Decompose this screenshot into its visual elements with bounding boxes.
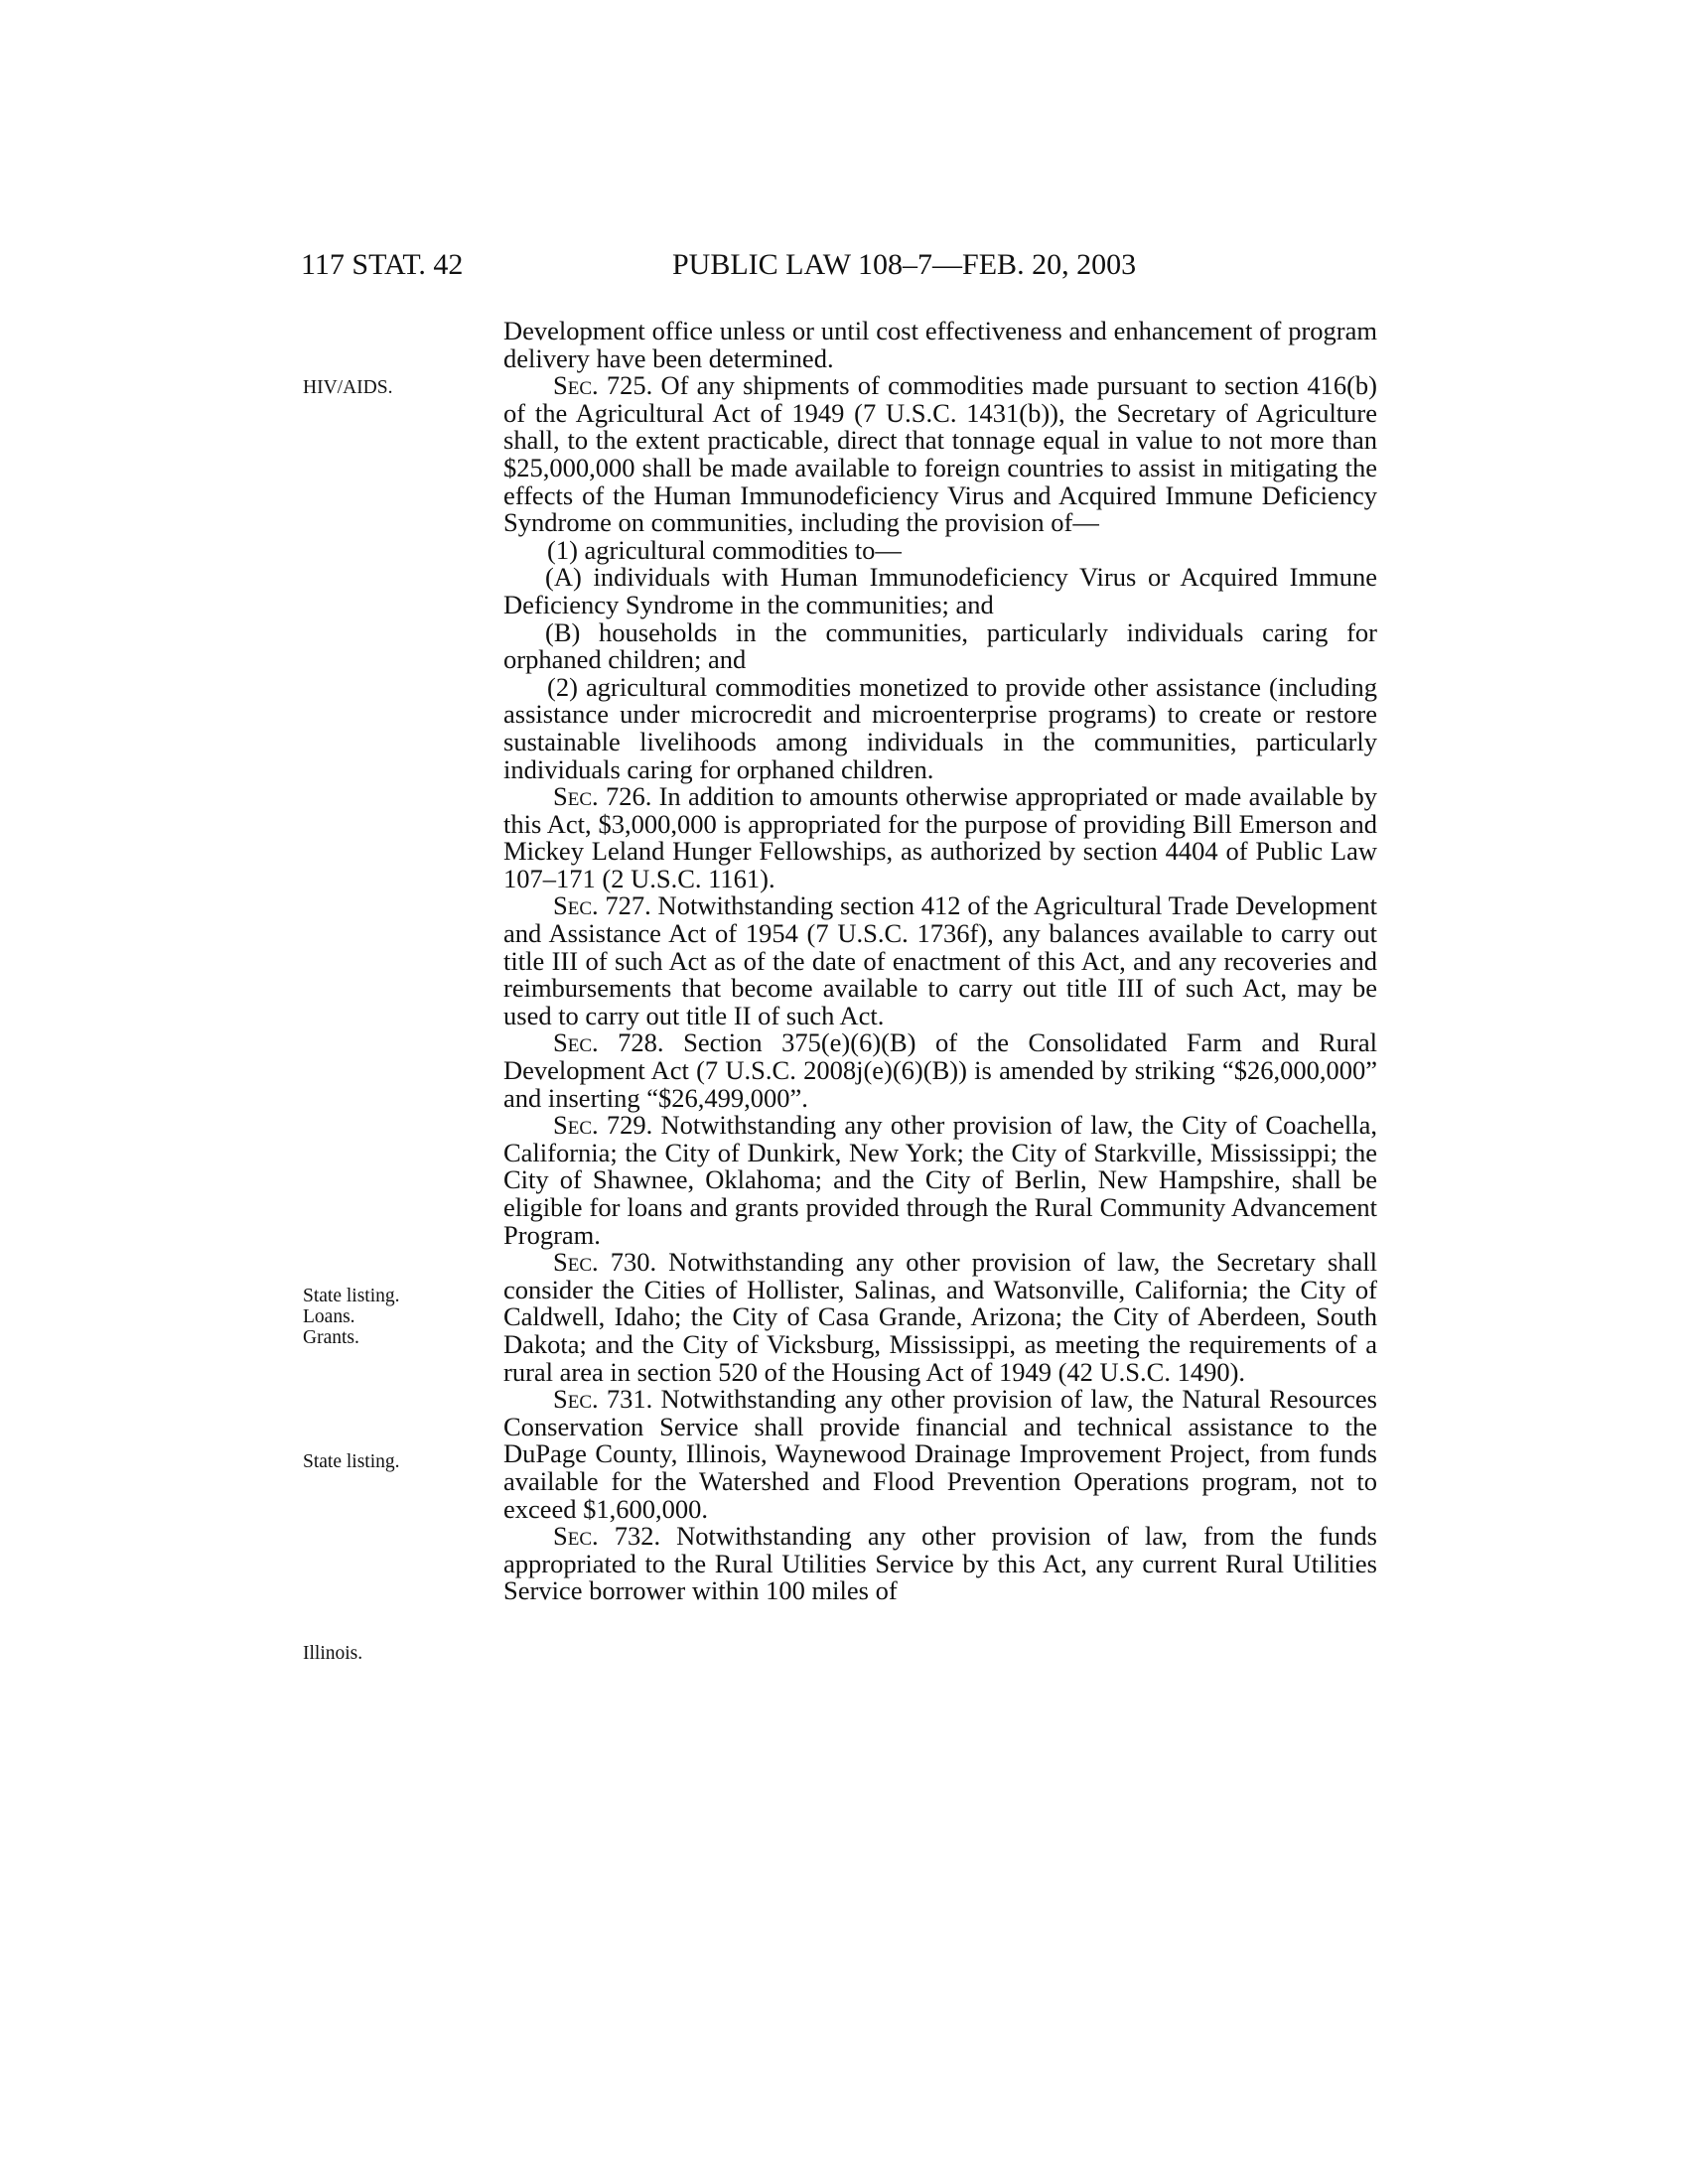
running-head-title: PUBLIC LAW 108–7—FEB. 20, 2003 (672, 248, 1137, 281)
section-text: 726. In addition to amounts otherwise appropriated or made available by this Act, $3,000,000 is appropriated for the purpose of providing Bill Emerson and Mickey Leland Hunger Fellowships, as authorized by section 4404 of Public Law 107–171 (2 U.S.C. 1161). (503, 781, 1377, 893)
section-730 (503, 1249, 1377, 1386)
section-label: Sec. (553, 1027, 599, 1058)
section-label: Sec. (553, 370, 599, 401)
section-731 (503, 1386, 1377, 1523)
paragraph-continuation: Development office unless or until cost effectiveness and enhancement of program delivery have been determined. (503, 316, 1377, 373)
section-727 (503, 892, 1377, 1029)
section-text: 729. Notwithstanding any other provision of law, the City of Coachella, California; the City of Dunkirk, New York; the City of Starkville, Mississippi; the City of Shawnee, Oklahoma; and the City of Berlin, New Hampshire, shall be eligible for loans and grants provided through the Rural Community Advancement Program. (503, 1110, 1377, 1250)
margin-note-illinois: Illinois. (303, 1643, 363, 1664)
main-text-column (503, 318, 1377, 1605)
section-728 (503, 1029, 1377, 1112)
section-text: 727. Notwithstanding section 412 of the Agricultural Trade Development and Assistance Act of 1954 (7 U.S.C. 1736f), any balances available to carry out title III of such Act as of the date of enactment of this Act, and any recoveries and reimbursements that become available to carry out title III of such Act, may be used to carry out title II of such Act. (503, 890, 1377, 1030)
section-label: Sec. (553, 1521, 599, 1552)
section-label: Sec. (553, 1110, 599, 1141)
subclause-b: (B) households in the communities, particularly individuals caring for orphaned children; and (503, 616, 1377, 675)
page-stat-number: 117 STAT. 42 (301, 248, 464, 281)
margin-note-state-listing: State listing. (303, 1451, 400, 1472)
subclause-a: (A) individuals with Human Immunodeficiency Virus or Acquired Immune Deficiency Syndrome in the communities; and (503, 562, 1377, 619)
section-label: Sec. (553, 781, 599, 812)
section-text: 725. Of any shipments of commodities made pursuant to section 416(b) of the Agricultural Act of 1949 (7 U.S.C. 1431(b)), the Secretary of Agriculture shall, to the extent practicable, direct that tonnage equal in value to not more than $25,000,000 shall be made available to foreign countries to assist in mitigating the effects of the Human Immunodeficiency Virus and Acquired Immune Deficiency Syndrome on communities, including the provision of— (503, 370, 1377, 538)
clause-1: (1) agricultural commodities to— (547, 534, 902, 565)
section-label: Sec. (553, 1384, 599, 1415)
margin-note-state-listing-loans-grants: State listing. Loans. Grants. (303, 1286, 400, 1348)
section-label: Sec. (553, 890, 599, 921)
section-text: 728. Section 375(e)(6)(B) of the Consolidated Farm and Rural Development Act (7 U.S.C. 2008j(e)(6)(B)) is amended by striking “$26,000,000” and inserting “$26,499,000”. (503, 1027, 1377, 1113)
section-label: Sec. (553, 1247, 599, 1278)
section-text: 731. Notwithstanding any other provision of law, the Natural Resources Conservation Service shall provide financial and technical assistance to the DuPage County, Illinois, Waynewood Drainage Improvement Project, from funds available for the Watershed and Flood Prevention Operations program, not to exceed $1,600,000. (503, 1384, 1377, 1524)
section-732 (503, 1523, 1377, 1605)
clause-2: (2) agricultural commodities monetized to provide other assistance (including assistance under microcredit and microenterprise programs) to create or restore sustainable livelihoods among individuals in the communities, particularly individuals caring for orphaned children. (503, 671, 1377, 784)
section-729 (503, 1112, 1377, 1249)
section-text: 732. Notwithstanding any other provision of law, from the funds appropriated to the Rural Utilities Service by this Act, any current Rural Utilities Service borrower within 100 miles of (503, 1521, 1377, 1606)
section-text: 730. Notwithstanding any other provision of law, the Secretary shall consider the Cities of Hollister, Salinas, and Watsonville, California; the City of Caldwell, Idaho; the City of Casa Grande, Arizona; the City of Aberdeen, South Dakota; and the City of Vicksburg, Mississippi, as meeting the requirements of a rural area in section 520 of the Housing Act of 1949 (42 U.S.C. 1490). (503, 1247, 1377, 1387)
section-726 (503, 783, 1377, 892)
margin-note-hiv-aids: HIV/AIDS. (303, 377, 393, 398)
section-725 (503, 372, 1377, 537)
